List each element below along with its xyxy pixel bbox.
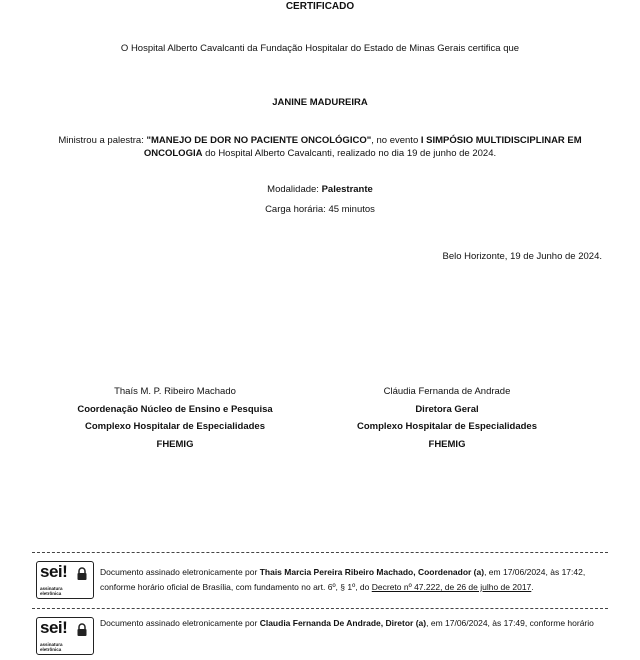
- sei-signer: Thais Marcia Pereira Ribeiro Machado, Coordenador (a): [259, 567, 485, 577]
- sei-signature-box: [34, 612, 606, 660]
- signer-role: Coordenação Núcleo de Ensino e Pesquisa: [77, 403, 273, 415]
- signer-org: Complexo Hospitalar de Especialidades: [356, 421, 538, 432]
- sei-caption-line-2: eletrônica: [40, 647, 62, 652]
- sei-caption-line-1: assinatura: [40, 586, 63, 591]
- sei-lead: Documento assinado eletronicamente por: [100, 618, 260, 628]
- sei-lead: Documento assinado eletronicamente por: [100, 567, 260, 577]
- sei-line2-prefix: conforme horário oficial de Brasília, com fundamento no art. 6º, § 1º, do: [100, 582, 372, 592]
- decree-link[interactable]: Decreto nº 47.222, de 26 de julho de 2017: [371, 582, 532, 592]
- carga-label: Carga horária:: [265, 204, 329, 215]
- signer-org: Complexo Hospitalar de Especialidades: [84, 421, 266, 432]
- sei-logo: [36, 561, 94, 599]
- modalidade-label: Modalidade:: [267, 184, 322, 195]
- sei-signature-text: [100, 565, 585, 595]
- certificate-title: CERTIFICADO: [285, 1, 355, 12]
- sei-signature-text: [100, 616, 594, 631]
- divider: [32, 608, 608, 609]
- signer-name: Cláudia Fernanda de Andrade: [383, 386, 511, 397]
- padlock-icon: [75, 567, 89, 581]
- signer-inst: FHEMIG: [156, 438, 194, 450]
- signer-role: Diretora Geral: [415, 403, 479, 415]
- body-prefix: Ministrou a palestra:: [58, 135, 147, 146]
- sei-signature-box: [34, 556, 606, 604]
- talk-title: "MANEJO DE DOR NO PACIENTE ONCOLÓGICO": [146, 135, 372, 146]
- sei-logo-text: sei!: [40, 562, 68, 581]
- sei-signer: Claudia Fernanda De Andrade, Diretor (a): [259, 618, 427, 628]
- padlock-icon: [75, 623, 89, 637]
- sei-line2-suffix: .: [531, 582, 534, 592]
- sei-caption-line-1: assinatura: [40, 642, 63, 647]
- certificate-intro: O Hospital Alberto Cavalcanti da Fundação Hospitalar do Estado de Minas Gerais certifica que: [120, 43, 520, 54]
- modalidade-value: Palestrante: [321, 184, 373, 195]
- sei-caption-line-2: eletrônica: [40, 591, 62, 596]
- recipient-name: JANINE MADUREIRA: [272, 97, 368, 108]
- certificate-body: [30, 134, 610, 160]
- body-middle: , no evento: [371, 135, 421, 146]
- signer-inst: FHEMIG: [428, 438, 466, 450]
- sei-logo: [36, 617, 94, 655]
- divider: [32, 552, 608, 553]
- sei-logo-text: sei!: [40, 618, 68, 637]
- body-suffix: do Hospital Alberto Cavalcanti, realizado no dia 19 de junho de 2024.: [202, 148, 497, 159]
- modalidade-line: [0, 184, 640, 195]
- sei-logo-caption: [40, 642, 63, 652]
- signature-block-2: [327, 383, 567, 453]
- signer-name: Thaís M. P. Ribeiro Machado: [114, 386, 236, 397]
- carga-value: 45 minutos: [328, 204, 375, 215]
- sei-logo-caption: [40, 586, 63, 596]
- carga-line: [0, 204, 640, 215]
- place-date: Belo Horizonte, 19 de Junho de 2024.: [442, 251, 602, 262]
- sei-after-signer: , em 17/06/2024, às 17:49, conforme horário: [426, 618, 594, 628]
- event-name: I SIMPÓSIO MULTIDISCIPLINAR EM ONCOLOGIA: [143, 135, 582, 159]
- signature-block-1: [55, 383, 295, 453]
- sei-after-signer: , em 17/06/2024, às 17:42,: [484, 567, 586, 577]
